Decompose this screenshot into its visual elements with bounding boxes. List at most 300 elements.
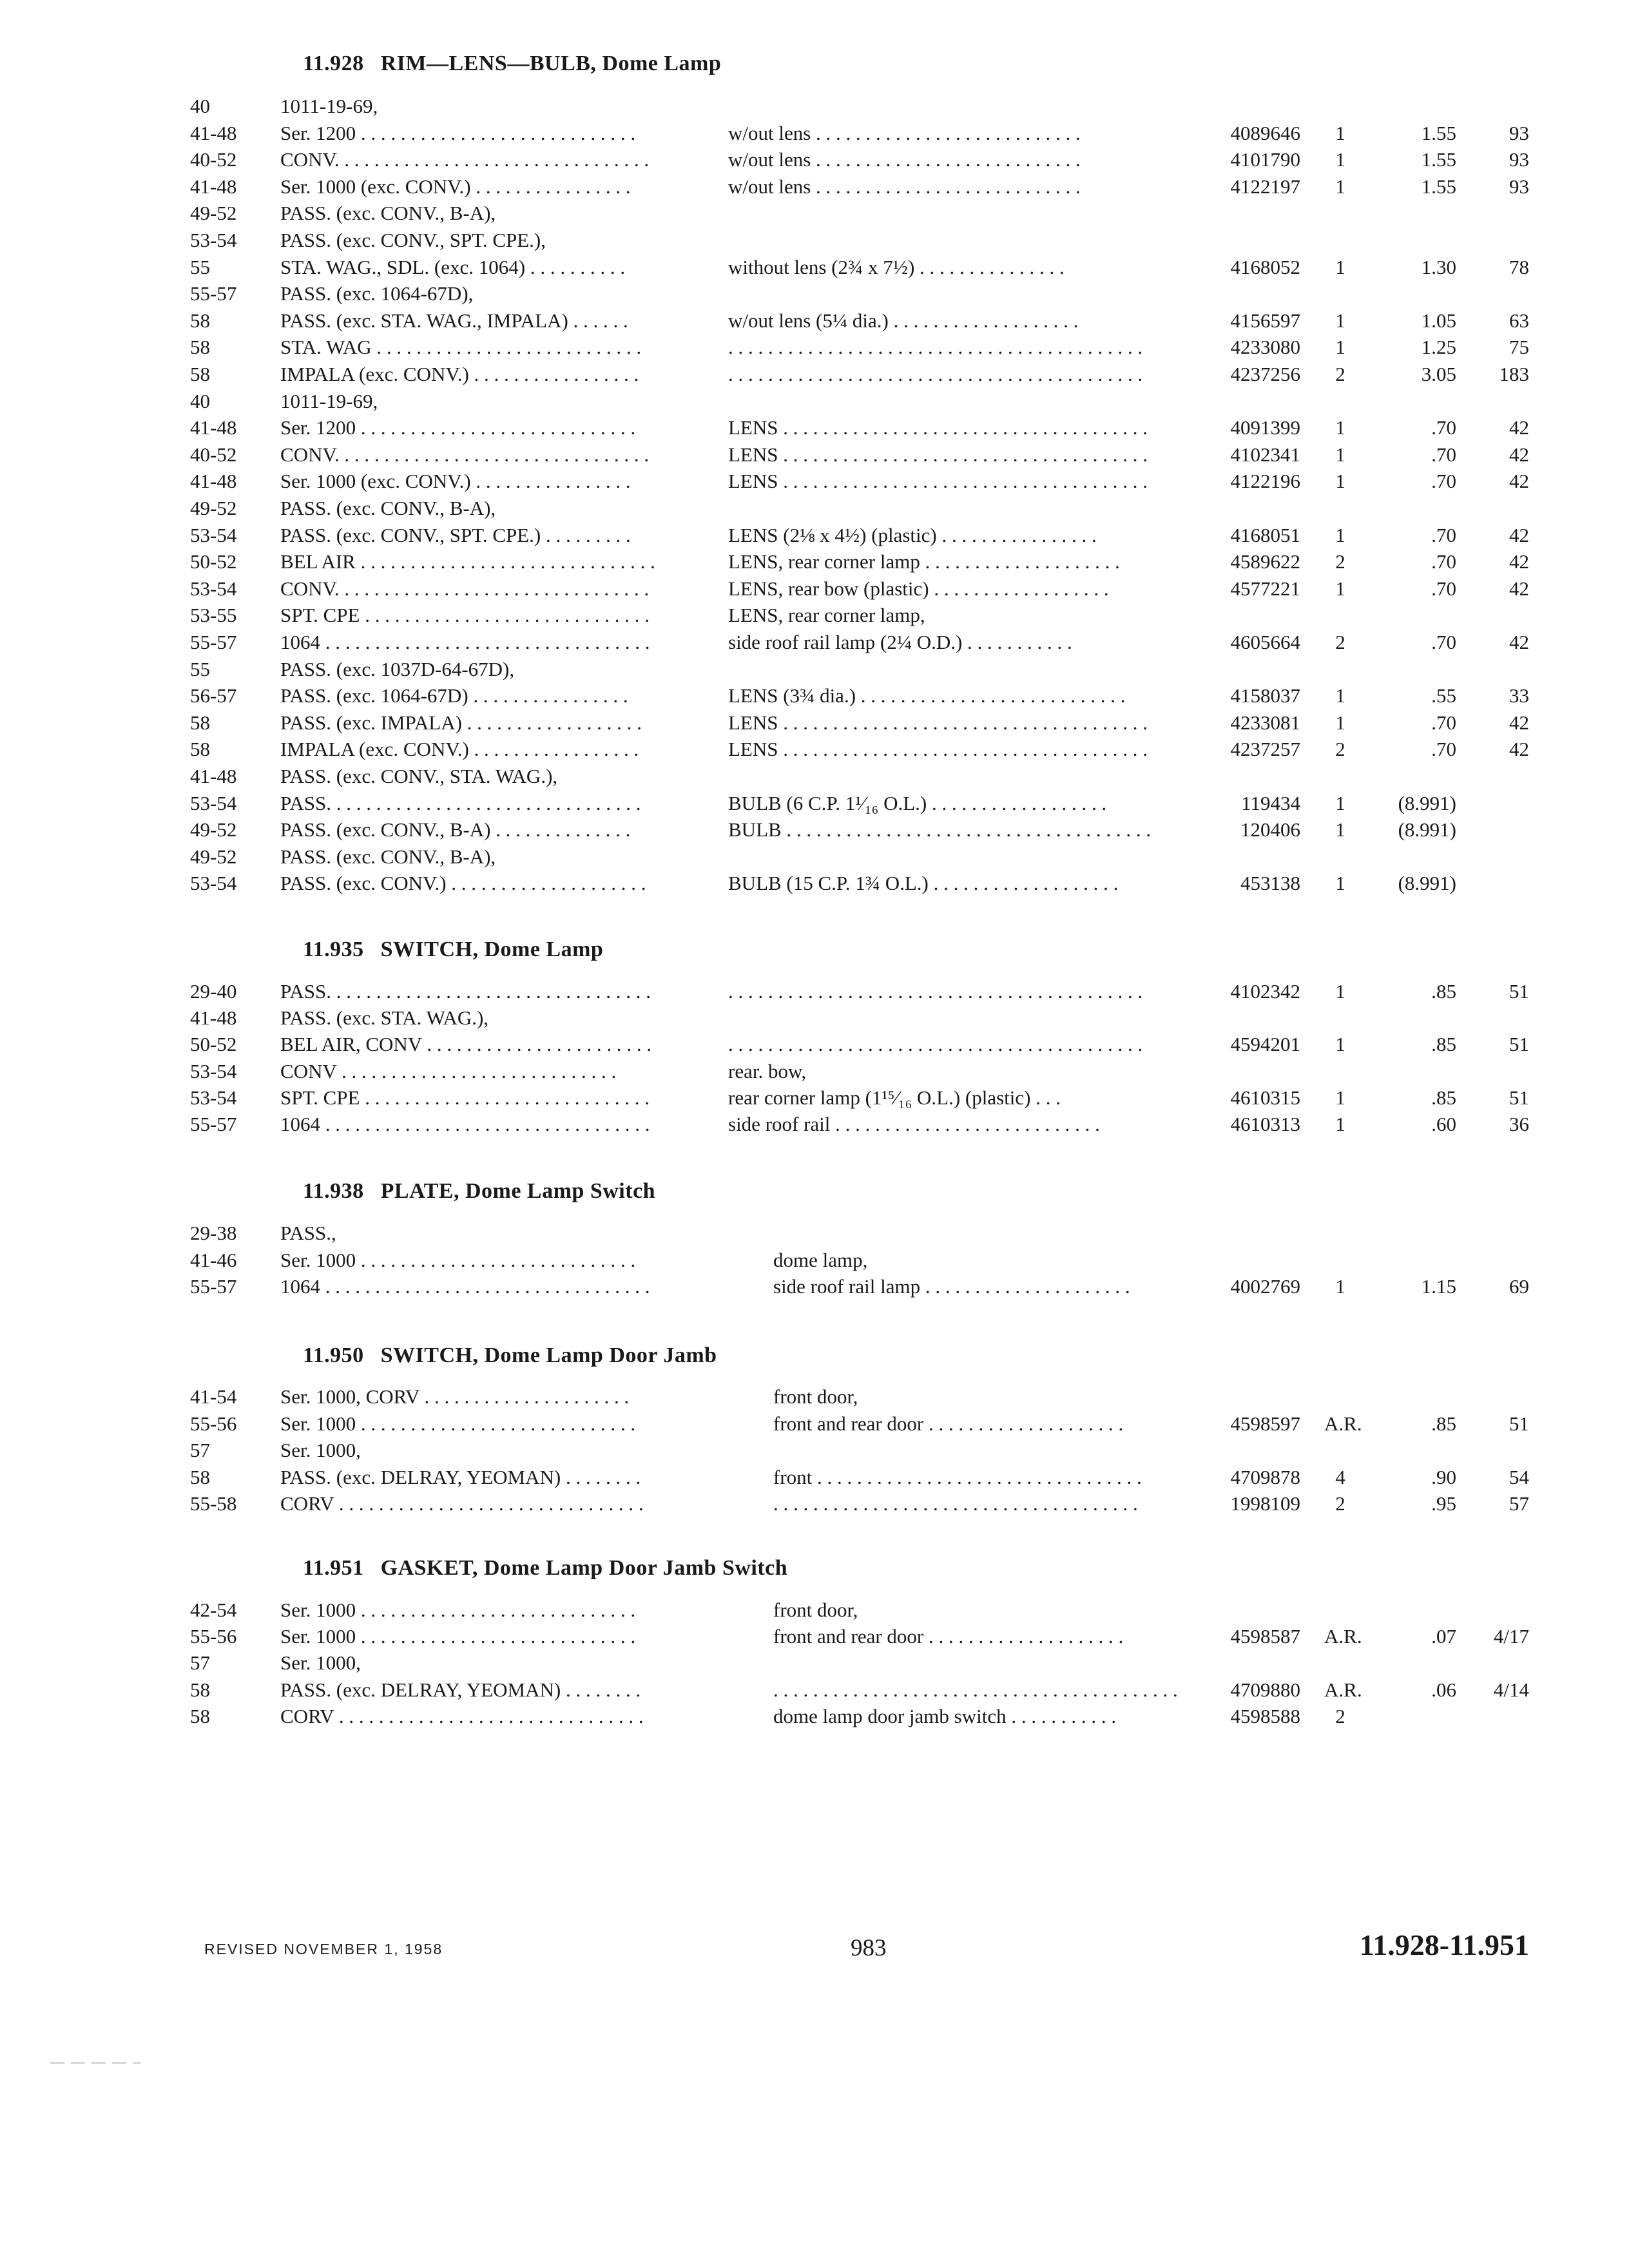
part-description: side roof rail lamp . . . . . . . . . . . . . . . . . . . . .: [773, 1275, 1130, 1298]
part-number: 4158037: [1230, 684, 1300, 707]
price-code: 51: [1509, 1412, 1529, 1435]
section-title: RIM—LENS—BULB, Dome Lamp: [380, 52, 722, 75]
quantity: 2: [1335, 738, 1345, 761]
list-price: .85: [1431, 980, 1456, 1003]
table-row: [0, 575, 1629, 602]
price-code: 42: [1509, 523, 1529, 546]
part-description: . . . . . . . . . . . . . . . . . . . . . . . . . . . . . . . . . . . . . . . . . .: [728, 363, 1143, 385]
price-code: 42: [1509, 550, 1529, 573]
model-application: IMPALA (exc. CONV.) . . . . . . . . . . . . . . . . .: [280, 363, 639, 385]
table-row: [0, 1084, 1629, 1111]
list-price: .85: [1431, 1412, 1456, 1435]
model-application: 1064 . . . . . . . . . . . . . . . . . . . . . . . . . . . . . . . . .: [280, 1275, 650, 1298]
part-description: . . . . . . . . . . . . . . . . . . . . . . . . . . . . . . . . . . . . .: [773, 1492, 1138, 1515]
part-number: 4598597: [1230, 1412, 1300, 1435]
revision-date: REVISED NOVEMBER 1, 1958: [204, 1941, 443, 1957]
table-row: [0, 870, 1629, 896]
part-description: front . . . . . . . . . . . . . . . . . . . . . . . . . . . . . . . . .: [773, 1465, 1142, 1488]
table-row: [0, 414, 1629, 441]
part-description: LENS . . . . . . . . . . . . . . . . . . . . . . . . . . . . . . . . . . . . .: [728, 711, 1148, 734]
model-application: PASS. (exc. 1064-67D) . . . . . . . . . . . . . . . .: [280, 684, 628, 707]
section-title: PLATE, Dome Lamp Switch: [380, 1179, 656, 1203]
part-number: 4610315: [1230, 1086, 1300, 1109]
model-years: 41-46: [190, 1248, 237, 1271]
price-code: 33: [1509, 684, 1529, 707]
table-row: [0, 120, 1629, 146]
list-price: 1.55: [1421, 121, 1456, 144]
model-years: 55-56: [190, 1412, 237, 1435]
model-application: PASS. (exc. STA. WAG.),: [280, 1006, 489, 1030]
table-row: [0, 1437, 1629, 1463]
list-price: .70: [1431, 523, 1456, 546]
model-application: CONV. . . . . . . . . . . . . . . . . . . . . . . . . . . . . . . .: [280, 443, 650, 466]
model-application: BEL AIR . . . . . . . . . . . . . . . . . . . . . . . . . . . . . .: [280, 550, 655, 573]
model-years: 50-52: [190, 1033, 237, 1056]
part-description: . . . . . . . . . . . . . . . . . . . . . . . . . . . . . . . . . . . . . . . . .: [773, 1678, 1178, 1701]
quantity: 1: [1335, 980, 1345, 1003]
table-row: [0, 468, 1629, 494]
price-code: 93: [1509, 175, 1529, 198]
price-code: 42: [1509, 711, 1529, 734]
model-application: Ser. 1000 . . . . . . . . . . . . . . . . . . . . . . . . . . . .: [280, 1248, 636, 1271]
model-years: 41-48: [190, 470, 237, 493]
price-code: 78: [1509, 255, 1529, 278]
price-code: 51: [1509, 1033, 1529, 1056]
model-application: Ser. 1000,: [280, 1439, 361, 1461]
part-number: 4237257: [1230, 738, 1300, 761]
list-price: .70: [1431, 470, 1456, 493]
table-row: [0, 388, 1629, 414]
quantity: 1: [1335, 1086, 1345, 1109]
model-years: 53-54: [190, 523, 237, 546]
price-code: 51: [1509, 1086, 1529, 1109]
section-number: 11.950: [303, 1343, 364, 1367]
section-title: SWITCH, Dome Lamp Door Jamb: [380, 1343, 717, 1367]
part-description: front and rear door . . . . . . . . . . . . . . . . . . . .: [773, 1625, 1124, 1648]
list-price: .70: [1431, 443, 1456, 466]
part-description: front door,: [773, 1385, 858, 1408]
table-row: [0, 1058, 1629, 1084]
quantity: 1: [1335, 336, 1345, 359]
model-application: Ser. 1000 . . . . . . . . . . . . . . . . . . . . . . . . . . . .: [280, 1599, 636, 1621]
price-code: 183: [1499, 363, 1529, 385]
quantity: 2: [1335, 631, 1345, 653]
price-code: 42: [1509, 443, 1529, 466]
part-number: 453138: [1240, 872, 1300, 895]
model-years: 55-57: [190, 631, 237, 653]
table-row: [0, 1490, 1629, 1517]
table-row: [0, 736, 1629, 762]
quantity: 1: [1335, 523, 1345, 546]
model-years: 55-57: [190, 1113, 237, 1135]
model-application: CORV . . . . . . . . . . . . . . . . . . . . . . . . . . . . . . .: [280, 1704, 644, 1727]
price-code: 63: [1509, 309, 1529, 332]
table-row: [0, 656, 1629, 682]
price-code: 75: [1509, 336, 1529, 359]
model-years: 53-54: [190, 229, 237, 251]
quantity: 1: [1335, 1033, 1345, 1056]
section-heading: [303, 52, 721, 76]
table-row: [0, 709, 1629, 736]
model-application: PASS. . . . . . . . . . . . . . . . . . . . . . . . . . . . . . . .: [280, 791, 641, 814]
price-code: 57: [1509, 1492, 1529, 1515]
model-application: CONV. . . . . . . . . . . . . . . . . . . . . . . . . . . . . . . .: [280, 577, 650, 600]
quantity: 2: [1335, 1492, 1345, 1515]
price-code: 42: [1509, 631, 1529, 653]
model-years: 58: [190, 738, 210, 761]
list-price: .70: [1431, 738, 1456, 761]
part-number: 4237256: [1230, 363, 1300, 385]
price-code: 42: [1509, 470, 1529, 493]
model-application: PASS. (exc. 1037D-64-67D),: [280, 657, 515, 680]
model-years: 58: [190, 1465, 210, 1488]
part-number: 4709878: [1230, 1465, 1300, 1488]
model-application: Ser. 1200 . . . . . . . . . . . . . . . . . . . . . . . . . . . .: [280, 121, 636, 144]
table-row: [0, 978, 1629, 1004]
table-row: [0, 522, 1629, 548]
price-code: 51: [1509, 980, 1529, 1003]
price-code: 69: [1509, 1275, 1529, 1298]
price-code: 42: [1509, 577, 1529, 600]
section-number: 11.928: [303, 52, 364, 75]
table-row: [0, 790, 1629, 816]
quantity: 1: [1335, 711, 1345, 734]
model-application: PASS. (exc. 1064-67D),: [280, 282, 474, 305]
table-row: [0, 1410, 1629, 1437]
section-number: 11.951: [303, 1556, 364, 1580]
list-price: .90: [1431, 1465, 1456, 1488]
table-row: [0, 1597, 1629, 1623]
model-application: PASS. (exc. CONV., B-A),: [280, 497, 496, 519]
table-row: [0, 1649, 1629, 1676]
table-row: [0, 843, 1629, 870]
part-description: LENS . . . . . . . . . . . . . . . . . . . . . . . . . . . . . . . . . . . . .: [728, 416, 1148, 439]
part-description: side roof rail lamp (2¼ O.D.) . . . . . . . . . . .: [728, 631, 1072, 653]
table-row: [0, 816, 1629, 843]
model-application: PASS. (exc. CONV.) . . . . . . . . . . . . . . . . . . . .: [280, 872, 646, 895]
table-row: [0, 334, 1629, 360]
model-years: 58: [190, 309, 210, 332]
model-application: PASS. (exc. CONV., STA. WAG.),: [280, 765, 558, 787]
price-code: 54: [1509, 1465, 1529, 1488]
part-description: dome lamp,: [773, 1248, 868, 1271]
model-application: STA. WAG., SDL. (exc. 1064) . . . . . . . . . .: [280, 255, 626, 278]
quantity: 1: [1335, 470, 1345, 493]
section-heading: [303, 1343, 717, 1368]
model-years: 40: [190, 389, 210, 412]
section-heading: [303, 937, 603, 962]
list-price: .70: [1431, 711, 1456, 734]
quantity: 4: [1335, 1465, 1345, 1488]
table-row: [0, 1220, 1629, 1246]
model-years: 55: [190, 657, 210, 680]
quantity: 1: [1335, 175, 1345, 198]
table-row: [0, 254, 1629, 280]
model-years: 58: [190, 363, 210, 385]
page-number: 983: [851, 1935, 887, 1961]
model-application: Ser. 1000 . . . . . . . . . . . . . . . . . . . . . . . . . . . .: [280, 1625, 636, 1648]
table-row: [0, 307, 1629, 334]
price-code: 4/17: [1493, 1625, 1529, 1648]
model-years: 29-38: [190, 1222, 237, 1244]
model-years: 29-40: [190, 980, 237, 1003]
part-description: LENS . . . . . . . . . . . . . . . . . . . . . . . . . . . . . . . . . . . . .: [728, 470, 1148, 493]
table-row: [0, 1703, 1629, 1729]
section-number: 11.938: [303, 1179, 364, 1203]
part-number: 4102342: [1230, 980, 1300, 1003]
model-application: BEL AIR, CONV . . . . . . . . . . . . . . . . . . . . . . .: [280, 1033, 652, 1056]
quantity: 1: [1335, 443, 1345, 466]
model-application: PASS.,: [280, 1222, 336, 1244]
table-row: [0, 280, 1629, 307]
part-description: . . . . . . . . . . . . . . . . . . . . . . . . . . . . . . . . . . . . . . . . . .: [728, 980, 1143, 1003]
part-number: 4709880: [1230, 1678, 1300, 1701]
list-price: .95: [1431, 1492, 1456, 1515]
quantity: 1: [1335, 1113, 1345, 1135]
model-application: CONV . . . . . . . . . . . . . . . . . . . . . . . . . . . .: [280, 1059, 617, 1082]
model-application: 1011-19-69,: [280, 389, 378, 412]
quantity: 1: [1335, 148, 1345, 171]
table-row: [0, 1273, 1629, 1300]
quantity: A.R.: [1324, 1412, 1362, 1435]
part-description: . . . . . . . . . . . . . . . . . . . . . . . . . . . . . . . . . . . . . . . . . .: [728, 1033, 1143, 1056]
model-application: PASS. . . . . . . . . . . . . . . . . . . . . . . . . . . . . . . . .: [280, 980, 651, 1003]
table-row: [0, 495, 1629, 521]
part-description: LENS, rear bow (plastic) . . . . . . . . . . . . . . . . . .: [728, 577, 1109, 600]
table-row: [0, 146, 1629, 173]
part-description: side roof rail . . . . . . . . . . . . . . . . . . . . . . . . . . .: [728, 1113, 1100, 1135]
list-price: 1.25: [1421, 336, 1456, 359]
model-years: 58: [190, 1678, 210, 1701]
model-years: 58: [190, 336, 210, 359]
table-row: [0, 763, 1629, 789]
part-description: w/out lens . . . . . . . . . . . . . . . . . . . . . . . . . . .: [728, 121, 1081, 144]
model-years: 57: [190, 1651, 210, 1675]
list-price: .55: [1431, 684, 1456, 707]
model-application: Ser. 1000, CORV . . . . . . . . . . . . . . . . . . . . .: [280, 1385, 630, 1408]
table-row: [0, 1111, 1629, 1137]
table-row: [0, 173, 1629, 200]
part-number: 4610313: [1230, 1113, 1300, 1135]
model-application: Ser. 1000 . . . . . . . . . . . . . . . . . . . . . . . . . . . .: [280, 1412, 636, 1435]
table-row: [0, 1464, 1629, 1490]
section-title: GASKET, Dome Lamp Door Jamb Switch: [380, 1556, 788, 1580]
model-years: 41-48: [190, 765, 237, 787]
quantity: 1: [1335, 791, 1345, 814]
model-application: PASS. (exc. DELRAY, YEOMAN) . . . . . . . .: [280, 1465, 641, 1488]
quantity: 1: [1335, 684, 1345, 707]
list-price: 1.30: [1421, 255, 1456, 278]
price-code: 93: [1509, 148, 1529, 171]
model-years: 53-54: [190, 791, 237, 814]
model-years: 53-54: [190, 577, 237, 600]
part-description: LENS, rear corner lamp . . . . . . . . . . . . . . . . . . . .: [728, 550, 1120, 573]
model-application: PASS. (exc. STA. WAG., IMPALA) . . . . . .: [280, 309, 628, 332]
part-number: 119434: [1241, 791, 1300, 814]
model-years: 49-52: [190, 497, 237, 519]
model-application: PASS. (exc. CONV., SPT. CPE.) . . . . . . . . .: [280, 523, 631, 546]
part-number: 4156597: [1230, 309, 1300, 332]
model-years: 58: [190, 1704, 210, 1727]
list-price: 3.05: [1421, 363, 1456, 385]
part-number: 4233081: [1230, 711, 1300, 734]
part-description: BULB (6 C.P. 1¹⁄₁₆ O.L.) . . . . . . . . . . . . . . . . . .: [728, 791, 1107, 814]
model-application: Ser. 1000 (exc. CONV.) . . . . . . . . . . . . . . . .: [280, 175, 631, 198]
table-row: [0, 1247, 1629, 1273]
quantity: A.R.: [1324, 1678, 1362, 1701]
list-price: .70: [1431, 631, 1456, 653]
part-description: LENS . . . . . . . . . . . . . . . . . . . . . . . . . . . . . . . . . . . . .: [728, 443, 1148, 466]
part-number: 4577221: [1230, 577, 1300, 600]
table-row: [0, 361, 1629, 387]
group-range: 11.928-11.951: [1359, 1928, 1529, 1961]
model-application: PASS. (exc. DELRAY, YEOMAN) . . . . . . . .: [280, 1678, 641, 1701]
model-application: CORV . . . . . . . . . . . . . . . . . . . . . . . . . . . . . . .: [280, 1492, 644, 1515]
price-code: 36: [1509, 1113, 1529, 1135]
quantity: 1: [1335, 309, 1345, 332]
part-number: 4091399: [1230, 416, 1300, 439]
list-price: (8.991): [1398, 791, 1456, 814]
part-number: 4122197: [1230, 175, 1300, 198]
list-price: 1.05: [1421, 309, 1456, 332]
part-description: dome lamp door jamb switch . . . . . . . . . . .: [773, 1704, 1117, 1727]
model-years: 41-48: [190, 121, 237, 144]
model-years: 53-55: [190, 604, 237, 627]
section-title: SWITCH, Dome Lamp: [380, 937, 604, 961]
model-years: 41-48: [190, 1006, 237, 1030]
part-description: rear corner lamp (1¹⁵⁄₁₆ O.L.) (plastic) . . .: [728, 1086, 1061, 1109]
part-description: without lens (2¾ x 7½) . . . . . . . . . . . . . . .: [728, 255, 1065, 278]
model-years: 57: [190, 1439, 210, 1461]
list-price: (8.991): [1398, 872, 1456, 895]
model-years: 58: [190, 711, 210, 734]
section-heading: [303, 1179, 655, 1204]
model-years: 40-52: [190, 443, 237, 466]
part-number: 4589622: [1230, 550, 1300, 573]
model-years: 53-54: [190, 1059, 237, 1082]
part-description: BULB . . . . . . . . . . . . . . . . . . . . . . . . . . . . . . . . . . . . .: [728, 818, 1152, 841]
list-price: .60: [1431, 1113, 1456, 1135]
table-row: [0, 682, 1629, 709]
part-number: 4101790: [1230, 148, 1300, 171]
model-application: CONV. . . . . . . . . . . . . . . . . . . . . . . . . . . . . . . .: [280, 148, 650, 171]
list-price: .85: [1431, 1033, 1456, 1056]
model-years: 55-57: [190, 1275, 237, 1298]
model-application: Ser. 1000,: [280, 1651, 361, 1675]
model-years: 55-58: [190, 1492, 237, 1515]
part-number: 4168052: [1230, 255, 1300, 278]
model-years: 40-52: [190, 148, 237, 171]
model-years: 42-54: [190, 1599, 237, 1621]
price-code: 93: [1509, 121, 1529, 144]
model-years: 41-48: [190, 416, 237, 439]
quantity: 2: [1335, 1704, 1345, 1727]
model-application: Ser. 1200 . . . . . . . . . . . . . . . . . . . . . . . . . . . .: [280, 416, 636, 439]
list-price: 1.15: [1421, 1275, 1456, 1298]
model-years: 50-52: [190, 550, 237, 573]
part-number: 120406: [1240, 818, 1300, 841]
price-code: 42: [1509, 416, 1529, 439]
model-years: 55-57: [190, 282, 237, 305]
model-years: 55-56: [190, 1625, 237, 1648]
table-row: [0, 1383, 1629, 1410]
part-number: 4102341: [1230, 443, 1300, 466]
list-price: .70: [1431, 416, 1456, 439]
part-number: 4122196: [1230, 470, 1300, 493]
model-application: 1064 . . . . . . . . . . . . . . . . . . . . . . . . . . . . . . . . .: [280, 1113, 650, 1135]
model-application: STA. WAG . . . . . . . . . . . . . . . . . . . . . . . . . . .: [280, 336, 642, 359]
part-number: 4598588: [1230, 1704, 1300, 1727]
part-description: rear. bow,: [728, 1059, 807, 1082]
model-years: 49-52: [190, 818, 237, 841]
section-heading: [303, 1556, 787, 1581]
quantity: 1: [1335, 872, 1345, 895]
part-description: w/out lens (5¼ dia.) . . . . . . . . . . . . . . . . . . .: [728, 309, 1079, 332]
model-application: PASS. (exc. CONV., SPT. CPE.),: [280, 229, 546, 251]
section-number: 11.935: [303, 937, 364, 961]
model-application: SPT. CPE . . . . . . . . . . . . . . . . . . . . . . . . . . . . .: [280, 1086, 650, 1109]
part-description: BULB (15 C.P. 1¾ O.L.) . . . . . . . . . . . . . . . . . . .: [728, 872, 1119, 895]
model-years: 49-52: [190, 845, 237, 868]
list-price: 1.55: [1421, 175, 1456, 198]
table-row: [0, 548, 1629, 575]
model-application: 1064 . . . . . . . . . . . . . . . . . . . . . . . . . . . . . . . . .: [280, 631, 650, 653]
scan-smudge: [50, 2062, 140, 2064]
table-row: [0, 629, 1629, 655]
model-application: IMPALA (exc. CONV.) . . . . . . . . . . . . . . . . .: [280, 738, 639, 761]
quantity: 1: [1335, 416, 1345, 439]
part-number: 4605664: [1230, 631, 1300, 653]
model-years: 53-54: [190, 1086, 237, 1109]
list-price: .06: [1431, 1678, 1456, 1701]
model-years: 40: [190, 95, 210, 117]
table-row: [0, 200, 1629, 226]
table-row: [0, 227, 1629, 253]
part-description: LENS (3¾ dia.) . . . . . . . . . . . . . . . . . . . . . . . . . . .: [728, 684, 1126, 707]
quantity: 2: [1335, 550, 1345, 573]
table-row: [0, 1623, 1629, 1649]
list-price: .85: [1431, 1086, 1456, 1109]
part-description: front door,: [773, 1599, 858, 1621]
part-description: LENS . . . . . . . . . . . . . . . . . . . . . . . . . . . . . . . . . . . . .: [728, 738, 1148, 761]
model-application: PASS. (exc. IMPALA) . . . . . . . . . . . . . . . . . .: [280, 711, 642, 734]
part-number: 4594201: [1230, 1033, 1300, 1056]
table-row: [0, 1031, 1629, 1057]
quantity: 1: [1335, 818, 1345, 841]
model-application: 1011-19-69,: [280, 95, 378, 117]
model-years: 41-54: [190, 1385, 237, 1408]
model-application: SPT. CPE . . . . . . . . . . . . . . . . . . . . . . . . . . . . .: [280, 604, 650, 627]
part-number: 4002769: [1230, 1275, 1300, 1298]
price-code: 42: [1509, 738, 1529, 761]
table-row: [0, 1004, 1629, 1031]
part-number: 4233080: [1230, 336, 1300, 359]
price-code: 4/14: [1493, 1678, 1529, 1701]
model-years: 56-57: [190, 684, 237, 707]
list-price: .07: [1431, 1625, 1456, 1648]
part-number: 4168051: [1230, 523, 1300, 546]
part-number: 4598587: [1230, 1625, 1300, 1648]
part-description: w/out lens . . . . . . . . . . . . . . . . . . . . . . . . . . .: [728, 175, 1081, 198]
table-row: [0, 441, 1629, 468]
model-application: Ser. 1000 (exc. CONV.) . . . . . . . . . . . . . . . .: [280, 470, 631, 493]
list-price: (8.991): [1398, 818, 1456, 841]
model-years: 49-52: [190, 202, 237, 225]
part-description: . . . . . . . . . . . . . . . . . . . . . . . . . . . . . . . . . . . . . . . . . .: [728, 336, 1143, 359]
model-application: PASS. (exc. CONV., B-A),: [280, 202, 496, 225]
table-row: [0, 1677, 1629, 1703]
model-application: PASS. (exc. CONV., B-A) . . . . . . . . . . . . . .: [280, 818, 631, 841]
